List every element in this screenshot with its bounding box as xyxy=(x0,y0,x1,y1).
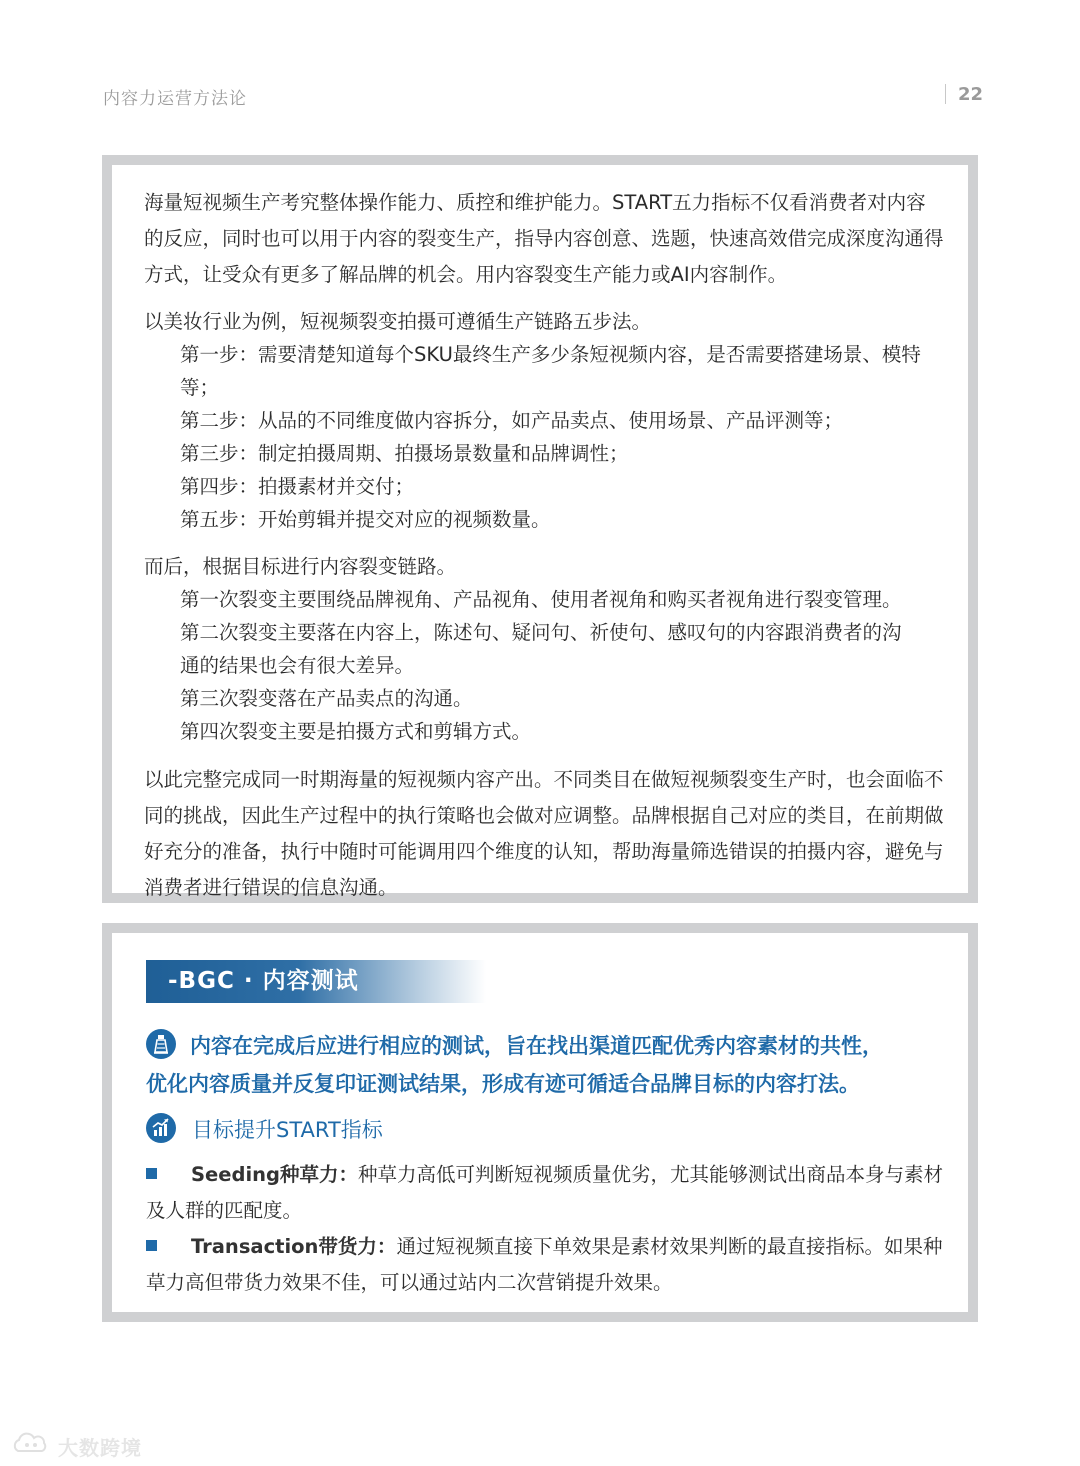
intro-paragraph: 海量短视频生产考究整体操作能力、质控和维护能力。START五力指标不仅看消费者对内容的反应，同时也可以用于内容的裂变生产，指导内容创意、选题，快速高效借完成深度沟通得方式，让受众有更多了解品牌的机会。用内容裂变生产能力或AI内容制作。 xyxy=(144,191,944,286)
bullet-square-icon xyxy=(146,1168,157,1179)
bullet-text: 通过短视频直接下单效果是素材效果判断的最直接指标。如果种草力高但带货力效果不佳，可以通过站内二次营销提升效果。 xyxy=(146,1235,943,1294)
lead-line-1: 内容在完成后应进行相应的测试，旨在找出渠道匹配优秀内容素材的共性， xyxy=(190,1034,883,1058)
target-title: 目标提升START指标 xyxy=(192,1118,383,1142)
bullet-transaction xyxy=(146,1229,961,1301)
watermark-text: 大数跨境 xyxy=(58,1435,142,1460)
content-box-testing xyxy=(102,923,978,1322)
bullet-seeding xyxy=(146,1157,961,1229)
step-2: 第二步：从品的不同维度做内容拆分，如产品卖点、使用场景、产品评测等； xyxy=(180,409,844,432)
watermark xyxy=(10,1432,142,1460)
fission-2b: 通的结果也会有很大差异。 xyxy=(180,654,415,677)
lead-line-2: 优化内容质量并反复印证测试结果，形成有迹可循适合品牌目标的内容打法。 xyxy=(146,1072,860,1096)
production-text xyxy=(144,185,944,906)
bullet-square-icon xyxy=(146,1240,157,1251)
conclusion-paragraph: 以此完整完成同一时期海量的短视频内容产出。不同类目在做短视频裂变生产时，也会面临不同的挑战，因此生产过程中的执行策略也会做对应调整。品牌根据自己对应的类目，在前期做好充分的准备，执行中随时可能调用四个维度的认知，帮助海量筛选错误的拍摄内容，避免与消费者进行错误的信息沟通。 xyxy=(144,768,944,899)
step-3: 第三步：制定拍摄周期、拍摄场景数量和品牌调性； xyxy=(180,442,629,465)
fission-3: 第三次裂变落在产品卖点的沟通。 xyxy=(180,687,473,710)
step-4: 第四步：拍摄素材并交付； xyxy=(180,475,415,498)
section-title-banner: -BGC · 内容测试 xyxy=(146,960,486,1003)
fission-1: 第一次裂变主要围绕品牌视角、产品视角、使用者视角和购买者视角进行裂变管理。 xyxy=(180,588,902,611)
lead-text xyxy=(146,1027,960,1103)
fission-4: 第四次裂变主要是拍摄方式和剪辑方式。 xyxy=(180,720,532,743)
bullet-term: Transaction带货力： xyxy=(191,1235,397,1258)
example-intro: 以美妆行业为例，短视频裂变拍摄可遵循生产链路五步法。 xyxy=(144,310,652,333)
step-5: 第五步：开始剪辑并提交对应的视频数量。 xyxy=(180,508,551,531)
content-box-production xyxy=(102,155,978,903)
fission-intro: 而后，根据目标进行内容裂变链路。 xyxy=(144,555,457,578)
lighthouse-icon xyxy=(146,1029,176,1059)
growth-chart-icon xyxy=(146,1113,176,1143)
header-title: 内容力运营方法论 xyxy=(103,89,247,109)
step-1: 第一步：需要清楚知道每个SKU最终生产多少条短视频内容，是否需要搭建场景、模特等； xyxy=(180,343,921,399)
page-number: 22 xyxy=(958,84,984,105)
bullet-text: 种草力高低可判断短视频质量优劣，尤其能够测试出商品本身与素材及人群的匹配度。 xyxy=(146,1163,943,1222)
cloud-logo-icon xyxy=(10,1431,52,1461)
bullet-term: Seeding种草力： xyxy=(191,1163,358,1186)
header-divider xyxy=(945,84,946,104)
fission-2a: 第二次裂变主要落在内容上，陈述句、疑问句、祈使句、感叹句的内容跟消费者的沟 xyxy=(180,621,902,644)
